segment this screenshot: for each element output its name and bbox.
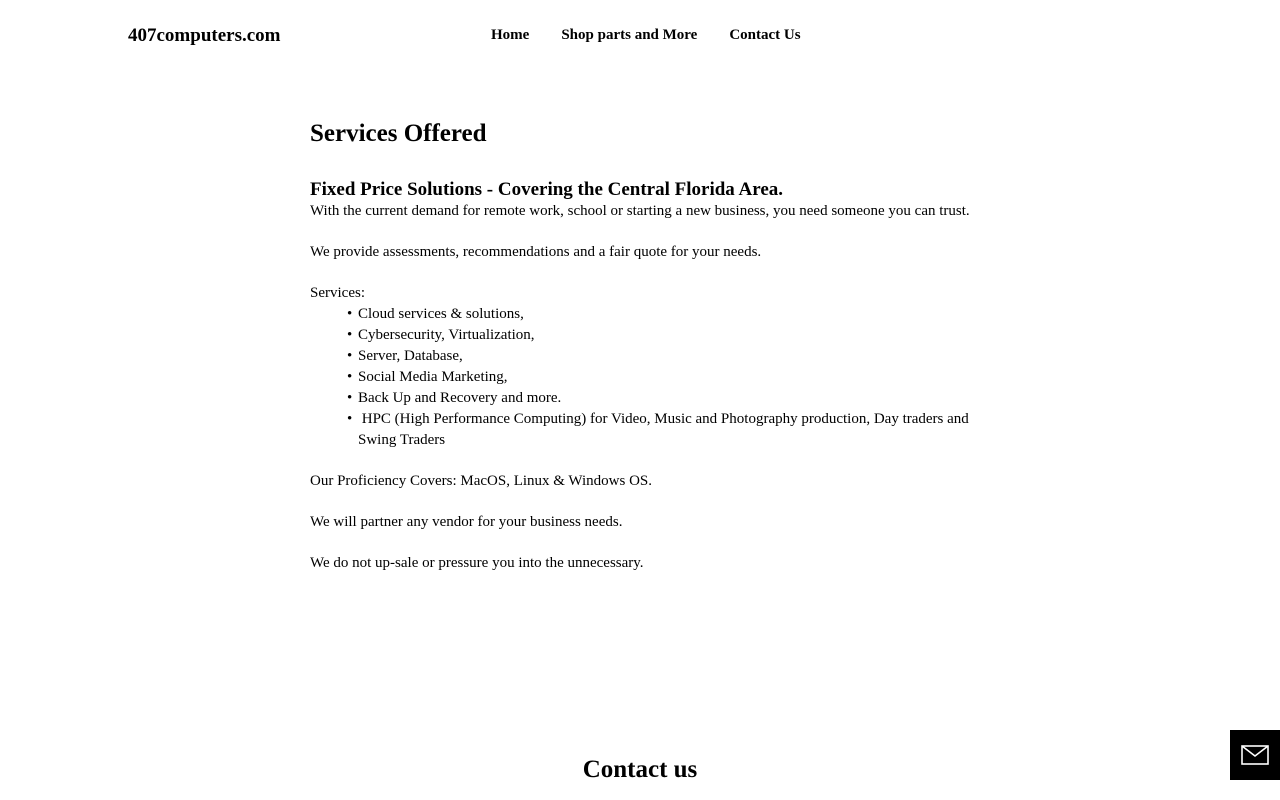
- no-upsale-text: We do not up-sale or pressure you into the unnecessary.: [310, 555, 644, 571]
- services-section: [310, 118, 973, 574]
- nav-link-shop[interactable]: Shop parts and More: [561, 27, 698, 43]
- service-item: [347, 346, 970, 367]
- bullet-icon: •: [347, 348, 353, 364]
- mail-icon: [1241, 745, 1269, 765]
- nav-link-home[interactable]: Home: [491, 27, 530, 43]
- service-item: [347, 304, 970, 325]
- service-item-label: Social Media Marketing,: [358, 369, 508, 385]
- nav-link-contact[interactable]: Contact Us: [729, 27, 801, 43]
- bullet-icon: •: [347, 327, 353, 343]
- spacer: [310, 492, 970, 512]
- service-item: [347, 388, 970, 409]
- service-item: [347, 367, 970, 388]
- nav-item-contact: [729, 26, 800, 44]
- proficiency-text: Our Proficiency Covers: MacOS, Linux & Windows OS.: [310, 473, 653, 489]
- spacer: [310, 533, 970, 553]
- spacer: [310, 222, 970, 242]
- services-list: [310, 304, 973, 451]
- spacer: [310, 451, 970, 471]
- service-item-label: HPC (High Performance Computing) for Video, Music and Photography production, Day traders and Swing Traders: [358, 411, 973, 448]
- service-item-label: Cybersecurity, Virtualization,: [358, 327, 535, 343]
- service-item-label: Server, Database,: [358, 348, 463, 364]
- site-logo[interactable]: 407computers.com: [128, 25, 281, 46]
- nav-item-home: [491, 26, 529, 44]
- main-nav: [491, 26, 801, 44]
- intro-text: With the current demand for remote work, school or starting a new business, you need someone you can trust.: [310, 203, 970, 219]
- mail-button[interactable]: [1230, 730, 1280, 780]
- service-item: [347, 325, 970, 346]
- services-label: Services:: [310, 285, 365, 301]
- page-title: Services Offered: [310, 120, 487, 147]
- service-item: [347, 409, 973, 451]
- contact-heading: Contact us: [582, 756, 698, 783]
- bullet-icon: •: [347, 390, 353, 406]
- bullet-icon: •: [347, 306, 353, 322]
- partner-text: We will partner any vendor for your business needs.: [310, 514, 623, 530]
- bullet-icon: •: [347, 369, 353, 385]
- section-heading: Fixed Price Solutions - Covering the Central Florida Area.: [310, 179, 784, 200]
- service-item-label: Back Up and Recovery and more.: [358, 390, 562, 406]
- provide-text: We provide assessments, recommendations and a fair quote for your needs.: [310, 244, 762, 260]
- nav-item-shop: [561, 26, 697, 44]
- service-item-label: Cloud services & solutions,: [358, 306, 524, 322]
- bullet-icon: •: [347, 411, 353, 427]
- spacer: [310, 263, 970, 283]
